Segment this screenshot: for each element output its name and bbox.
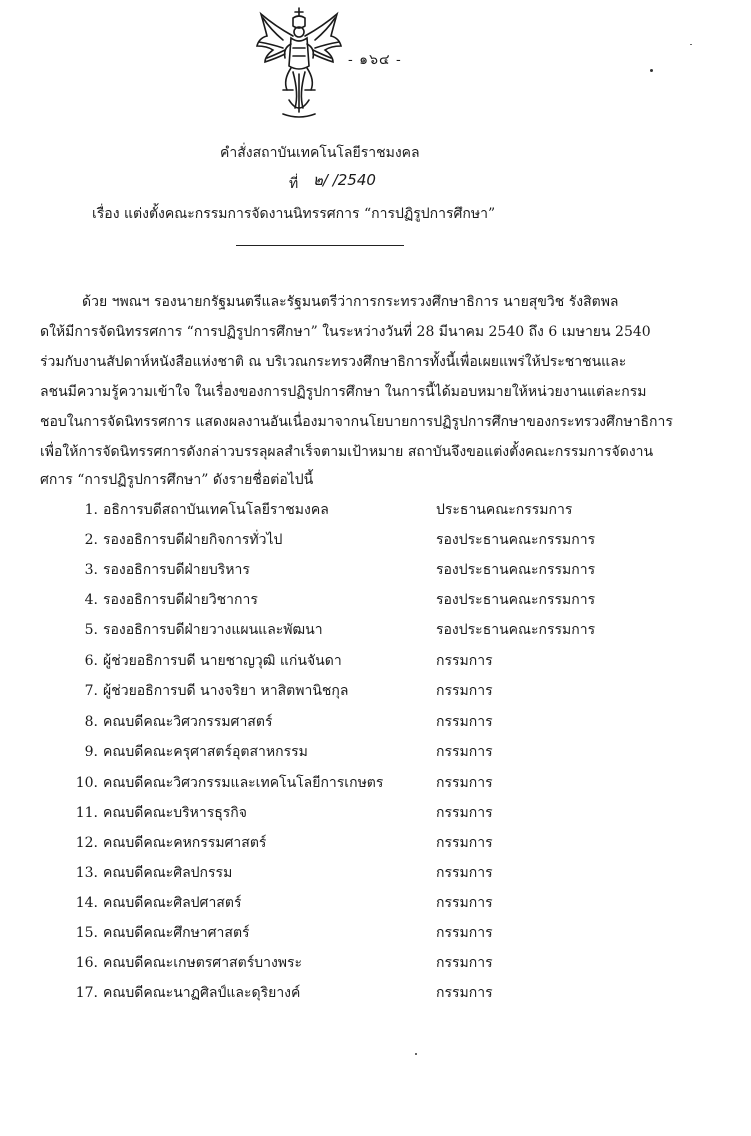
list-item bbox=[0, 833, 751, 857]
item-number: 3. bbox=[84, 562, 98, 578]
member-role: กรรมการ bbox=[436, 895, 493, 911]
member-name: ผู้ช่วยอธิการบดี นายชาญวุฒิ แก่นจันดา bbox=[103, 653, 342, 669]
member-name: คณบดีคณะวิศวกรรมและเทคโนโลยีการเกษตร bbox=[103, 775, 384, 791]
member-name: คณบดีคณะวิศวกรรมศาสตร์ bbox=[103, 714, 273, 730]
list-item bbox=[0, 773, 751, 797]
list-item bbox=[0, 953, 751, 977]
list-item bbox=[0, 983, 751, 1007]
item-number: 5. bbox=[84, 622, 98, 638]
member-role: รองประธานคณะกรรมการ bbox=[436, 562, 596, 578]
member-name: อธิการบดีสถาบันเทคโนโลยีราชมงคล bbox=[103, 502, 329, 518]
body-line: เพื่อให้การจัดนิทรรศการดังกล่าวบรรลุผลสำเร็จตามเป้าหมาย สถาบันจึงขอแต่งตั้งคณะกรรมการจัดงาน bbox=[40, 444, 654, 460]
item-number: 4. bbox=[84, 592, 98, 608]
item-number: 9. bbox=[84, 744, 98, 760]
member-role: กรรมการ bbox=[436, 865, 493, 881]
member-name: รองอธิการบดีฝ่ายกิจการทั่วไป bbox=[103, 532, 283, 548]
scan-speck bbox=[650, 69, 653, 72]
list-item bbox=[0, 893, 751, 917]
list-item bbox=[0, 712, 751, 736]
member-name: คณบดีคณะศิลปศาสตร์ bbox=[103, 895, 242, 911]
member-role: รองประธานคณะกรรมการ bbox=[436, 592, 596, 608]
member-role: รองประธานคณะกรรมการ bbox=[436, 532, 596, 548]
order-title: คำสั่งสถาบันเทคโนโลยีราชมงคล bbox=[220, 145, 420, 161]
member-role: กรรมการ bbox=[436, 835, 493, 851]
body-line: ด้วย ฯพณฯ รองนายกรัฐมนตรีและรัฐมนตรีว่าการกระทรวงศึกษาธิการ นายสุขวิช รังสิตพล bbox=[82, 294, 619, 310]
member-role: กรรมการ bbox=[436, 985, 493, 1001]
item-number: 14. bbox=[75, 895, 98, 911]
item-number: 2. bbox=[84, 532, 98, 548]
list-item bbox=[0, 681, 751, 705]
list-item bbox=[0, 863, 751, 887]
item-number: 10. bbox=[75, 775, 98, 791]
member-role: ประธานคณะกรรมการ bbox=[436, 502, 573, 518]
item-number: 1. bbox=[84, 502, 98, 518]
member-name: คณบดีคณะคหกรรมศาสตร์ bbox=[103, 835, 267, 851]
item-number: 11. bbox=[75, 805, 98, 821]
item-number: 7. bbox=[84, 683, 98, 699]
list-item bbox=[0, 803, 751, 827]
member-role: กรรมการ bbox=[436, 775, 493, 791]
member-name: รองอธิการบดีฝ่ายบริหาร bbox=[103, 562, 250, 578]
member-role: รองประธานคณะกรรมการ bbox=[436, 622, 596, 638]
scan-speck bbox=[690, 44, 692, 45]
member-role: กรรมการ bbox=[436, 744, 493, 760]
list-item bbox=[0, 620, 751, 644]
member-name: คณบดีคณะครุศาสตร์อุตสาหกรรม bbox=[103, 744, 308, 760]
member-role: กรรมการ bbox=[436, 805, 493, 821]
list-item bbox=[0, 590, 751, 614]
member-role: กรรมการ bbox=[436, 683, 493, 699]
member-role: กรรมการ bbox=[436, 955, 493, 971]
item-number: 15. bbox=[75, 925, 98, 941]
item-number: 17. bbox=[75, 985, 98, 1001]
member-name: คณบดีคณะเกษตรศาสตร์บางพระ bbox=[103, 955, 303, 971]
item-number: 16. bbox=[75, 955, 98, 971]
order-number: ๒/ /2540 bbox=[313, 171, 376, 189]
page-number: - ๑๖๔ - bbox=[348, 52, 402, 68]
list-item bbox=[0, 923, 751, 947]
member-name: คณบดีคณะศึกษาศาสตร์ bbox=[103, 925, 250, 941]
member-name: คณบดีคณะบริหารธุรกิจ bbox=[103, 805, 247, 821]
body-line: ดให้มีการจัดนิทรรศการ “การปฏิรูปการศึกษา” ในระหว่างวันที่ 28 มีนาคม 2540 ถึง 6 เมษายน 2540 bbox=[40, 324, 651, 340]
item-number: 13. bbox=[75, 865, 98, 881]
body-line: ศการ “การปฏิรูปการศึกษา” ดังรายชื่อต่อไปนี้ bbox=[40, 472, 314, 488]
body-line: ร่วมกับงานสัปดาห์หนังสือแห่งชาติ ณ บริเวณกระทรวงศึกษาธิการทั้งนี้เพื่อเผยแพร่ให้ประชาชนและ bbox=[40, 354, 627, 370]
order-number-label: ที่ bbox=[289, 176, 299, 192]
scan-speck bbox=[415, 1053, 417, 1055]
member-name: คณบดีคณะศิลปกรรม bbox=[103, 865, 233, 881]
item-number: 12. bbox=[75, 835, 98, 851]
order-subject: เรื่อง แต่งตั้งคณะกรรมการจัดงานนิทรรศการ “การปฏิรูปการศึกษา” bbox=[92, 206, 496, 222]
item-number: 6. bbox=[84, 653, 98, 669]
body-line: ลชนมีความรู้ความเข้าใจ ในเรื่องของการปฏิรูปการศึกษา ในการนี้ได้มอบหมายให้หน่วยงานแต่ละกรม bbox=[40, 384, 647, 400]
member-role: กรรมการ bbox=[436, 714, 493, 730]
member-name: คณบดีคณะนาฏศิลป์และดุริยางค์ bbox=[103, 985, 301, 1001]
garuda-emblem-icon bbox=[253, 4, 345, 120]
list-item bbox=[0, 500, 751, 524]
member-name: ผู้ช่วยอธิการบดี นางจริยา หาสิตพานิชกุล bbox=[103, 683, 349, 699]
list-item bbox=[0, 530, 751, 554]
list-item bbox=[0, 742, 751, 766]
item-number: 8. bbox=[84, 714, 98, 730]
member-name: รองอธิการบดีฝ่ายวางแผนและพัฒนา bbox=[103, 622, 323, 638]
member-role: กรรมการ bbox=[436, 925, 493, 941]
list-item bbox=[0, 651, 751, 675]
member-name: รองอธิการบดีฝ่ายวิชาการ bbox=[103, 592, 258, 608]
member-role: กรรมการ bbox=[436, 653, 493, 669]
title-divider bbox=[236, 245, 404, 246]
list-item bbox=[0, 560, 751, 584]
body-line: ชอบในการจัดนิทรรศการ แสดงผลงานอันเนื่องมาจากนโยบายการปฏิรูปการศึกษาของกระทรวงศึกษาธิการ bbox=[40, 414, 673, 430]
